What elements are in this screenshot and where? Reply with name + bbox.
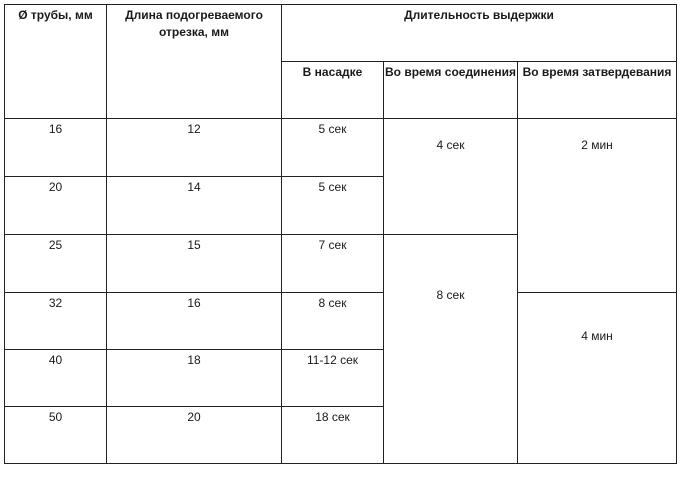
cell-diameter: 25 xyxy=(5,235,107,293)
cell-nozzle: 11-12 сек xyxy=(282,350,384,407)
table-row xyxy=(5,293,677,350)
cell-nozzle: 8 сек xyxy=(282,293,384,350)
welding-parameters-table xyxy=(4,4,677,464)
cell-hardening-group-2: 4 мин xyxy=(518,293,677,464)
header-diameter: Ø трубы, мм xyxy=(5,5,107,119)
cell-nozzle: 5 сек xyxy=(282,119,384,177)
cell-length: 14 xyxy=(107,177,282,235)
cell-diameter: 16 xyxy=(5,119,107,177)
cell-nozzle: 18 сек xyxy=(282,407,384,464)
cell-length: 16 xyxy=(107,293,282,350)
cell-diameter: 32 xyxy=(5,293,107,350)
cell-joining-group-1: 4 сек xyxy=(384,119,518,235)
table-row xyxy=(5,119,677,177)
cell-nozzle: 7 сек xyxy=(282,235,384,293)
cell-nozzle: 5 сек xyxy=(282,177,384,235)
header-row-1 xyxy=(5,5,677,62)
cell-length: 12 xyxy=(107,119,282,177)
cell-hardening-group-1: 2 мин xyxy=(518,119,677,293)
header-in-nozzle: В насадке xyxy=(282,62,384,119)
cell-length: 20 xyxy=(107,407,282,464)
cell-diameter: 40 xyxy=(5,350,107,407)
header-heated-length: Длина подогреваемого отрезка, мм xyxy=(107,5,282,119)
header-during-joining: Во время соединения xyxy=(384,62,518,119)
cell-diameter: 20 xyxy=(5,177,107,235)
cell-length: 15 xyxy=(107,235,282,293)
header-during-hardening: Во время затвердевания xyxy=(518,62,677,119)
cell-length: 18 xyxy=(107,350,282,407)
cell-joining-group-2: 8 сек xyxy=(384,235,518,464)
header-hold-duration: Длительность выдержки xyxy=(282,5,677,62)
cell-diameter: 50 xyxy=(5,407,107,464)
